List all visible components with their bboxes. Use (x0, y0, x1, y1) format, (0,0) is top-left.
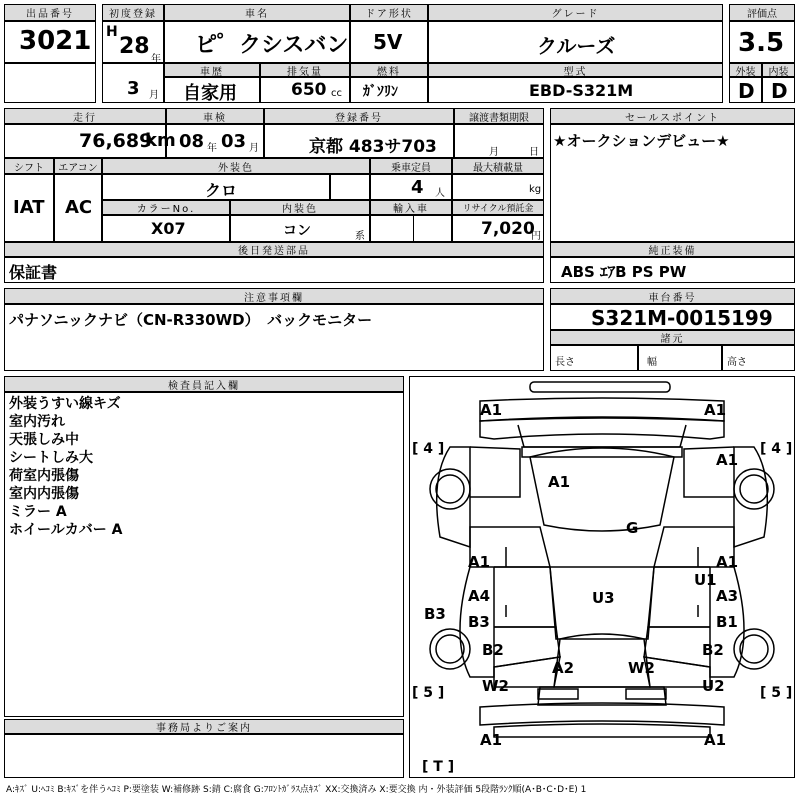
damage-mark: A1 (480, 731, 503, 749)
damage-mark: B3 (468, 613, 490, 631)
equip-label: 純正装備 (550, 242, 795, 257)
damage-mark: U1 (694, 571, 717, 589)
color-label: 外装色 (102, 158, 370, 174)
legend-text: A:ｷｽﾞ U:ﾍｺﾐ B:ｷｽﾞを伴うﾍｺﾐ P:要塗装 W:補修跡 S:錆 C:腐食 G:ﾌﾛﾝﾄｶﾞﾗｽ点ｷｽﾞ XX:交換済み X:要交換 内・外装評価 5段階ﾗﾝｸ順(A･B･C･D･E) 1 (6, 785, 587, 795)
notes-box (4, 304, 544, 371)
color-no: X07 (151, 219, 186, 238)
grade-label: グレード (428, 4, 723, 21)
disp-unit: cc (331, 88, 342, 99)
insp-month-unit: 月 (249, 143, 259, 154)
insp-month: 03 (221, 131, 247, 152)
damage-mark: A1 (704, 401, 727, 419)
import-label: 輸入車 (370, 200, 452, 215)
transfer-month: 月 (489, 147, 499, 158)
mileage-label: 走行 (4, 108, 166, 124)
seats-box (370, 174, 452, 200)
ext-box (729, 77, 762, 103)
damage-mark: W2 (628, 659, 655, 677)
color-no-label: カラーNo. (102, 200, 230, 215)
height-label: 高さ (727, 357, 747, 368)
lot-number: 3021 (19, 26, 92, 56)
inspector-line: 室内汚れ (9, 414, 65, 430)
inspector-line: 天張しみ中 (9, 432, 79, 448)
shift-label: シフト (4, 158, 54, 174)
tire-labels (412, 441, 792, 775)
reg-month-box (102, 63, 164, 103)
damage-marks (424, 401, 738, 749)
score-label: 評価点 (729, 4, 795, 21)
year-unit: 年 (151, 54, 161, 65)
load-box (452, 174, 544, 200)
recycle: 7,020 (481, 219, 535, 239)
height-box (722, 345, 795, 371)
inspection-label: 車検 (166, 108, 264, 124)
notes-label: 注意事項欄 (4, 288, 544, 304)
inspector-line: 室内内張傷 (9, 486, 79, 502)
color-no-box (102, 215, 230, 242)
color: クロ (205, 181, 238, 200)
damage-mark: A4 (468, 587, 491, 605)
name-box (164, 21, 350, 63)
tire-label-rl: [ 5 ] (412, 685, 445, 701)
mileage: 76,689 (79, 130, 153, 152)
sales-label: セールスポイント (550, 108, 795, 124)
score: 3.5 (738, 28, 785, 58)
insp-year-unit: 年 (207, 143, 217, 154)
load-unit: kg (529, 184, 542, 195)
chassis-label: 車台番号 (550, 288, 795, 304)
plate-label: 登録番号 (264, 108, 454, 124)
parts-text: 保証書 (9, 263, 58, 282)
reg-year: 28 (119, 34, 150, 59)
doors: 5V (373, 30, 403, 54)
damage-mark: A1 (716, 451, 739, 469)
inspector-box (4, 392, 404, 717)
int-color-unit: 系 (355, 231, 365, 242)
equip-text: ABS ｴｱB PS PW (561, 263, 687, 281)
era: H (106, 24, 118, 40)
notes-text: パナソニックナビ（CN-R330WD） バックモニター (9, 311, 373, 329)
car-name: ピ゜クシスバン (195, 33, 349, 58)
damage-mark: B2 (482, 641, 504, 659)
width-box (638, 345, 722, 371)
damage-mark: U3 (592, 589, 615, 607)
recycle-box (452, 215, 544, 242)
damage-mark: A3 (716, 587, 739, 605)
sales-box (550, 124, 795, 242)
history-box (164, 77, 260, 103)
damage-mark: A1 (468, 553, 491, 571)
lot-box (4, 21, 96, 63)
damage-mark: U2 (702, 677, 725, 695)
model-label: 型式 (428, 63, 723, 77)
recycle-unit: 円 (531, 231, 541, 242)
disp-label: 排気量 (260, 63, 350, 77)
ac-label: エアコン (54, 158, 102, 174)
seats-label: 乗車定員 (370, 158, 452, 174)
ext-label: 外装 (729, 63, 762, 77)
damage-mark: A1 (704, 731, 727, 749)
displacement: 650 (291, 80, 327, 100)
dims-label: 諸元 (550, 330, 795, 345)
transfer-box (454, 124, 544, 158)
ac: AC (65, 197, 93, 218)
damage-mark: A2 (552, 659, 575, 677)
doors-box (350, 21, 428, 63)
reg-year-box (102, 21, 164, 63)
parts-box (4, 257, 544, 283)
transfer-day: 日 (529, 147, 539, 158)
inspector-line: ホイールカバー A (9, 522, 123, 538)
shift: IAT (13, 197, 45, 218)
inspector-line: ミラー A (9, 504, 67, 520)
ac-box (54, 174, 102, 242)
int-color-box (230, 215, 370, 242)
int-grade: D (771, 79, 788, 103)
office-label: 事務局よりご案内 (4, 719, 404, 734)
inspector-line: 外装うすい線キズ (9, 396, 121, 412)
damage-mark: A1 (716, 553, 739, 571)
fuel-label: 燃料 (350, 63, 428, 77)
insp-year: 08 (179, 131, 205, 152)
ext-grade: D (738, 79, 755, 103)
length-box (550, 345, 638, 371)
lot-empty (4, 63, 96, 103)
chassis-box (550, 304, 795, 330)
damage-mark: B3 (424, 605, 446, 623)
int-color: コン (283, 223, 311, 239)
disp-box (260, 77, 350, 103)
model-box (428, 77, 723, 103)
reg-month: 3 (127, 78, 140, 99)
inspector-lines (9, 395, 122, 539)
mileage-box (4, 124, 176, 158)
damage-mark: A1 (480, 401, 503, 419)
width-label: 幅 (647, 357, 657, 368)
equip-box (550, 257, 795, 283)
transfer-label: 譲渡書類期限 (454, 108, 544, 124)
damage-mark: B1 (716, 613, 738, 631)
tire-label-fl: [ 4 ] (412, 441, 445, 457)
int-box (762, 77, 795, 103)
chassis-number: S321M-0015199 (591, 306, 773, 330)
int-color-label: 内装色 (230, 200, 370, 215)
parts-label: 後日発送部品 (4, 242, 544, 257)
fuel-box (350, 77, 428, 103)
score-box (729, 21, 795, 63)
shift-box (4, 174, 54, 242)
reg-label: 初度登録 (102, 4, 164, 21)
name-label: 車名 (164, 4, 350, 21)
seats-unit: 人 (435, 188, 445, 199)
load-label: 最大積載量 (452, 158, 544, 174)
office-box (4, 734, 404, 778)
doors-label: ドア形状 (350, 4, 428, 21)
history-label: 車歴 (164, 63, 260, 77)
int-label: 内装 (762, 63, 795, 77)
inspector-label: 検査員記入欄 (4, 376, 404, 392)
history: 自家用 (183, 83, 237, 104)
inspector-line: シートしみ大 (9, 450, 93, 466)
damage-mark: W2 (482, 677, 509, 695)
color-box2 (330, 174, 370, 200)
seats: 4 (411, 177, 424, 198)
fuel: ｶﾞｿﾘﾝ (363, 84, 398, 100)
mileage-unit: km (145, 130, 176, 151)
import-box (370, 215, 452, 242)
damage-mark: A1 (548, 473, 571, 491)
damage-mark: B2 (702, 641, 724, 659)
model: EBD-S321M (529, 81, 634, 100)
lot-label: 出品番号 (4, 4, 96, 21)
length-label: 長さ (555, 357, 575, 368)
grade-box (428, 21, 723, 63)
grade: クルーズ (537, 34, 616, 58)
plate: 京都 483サ703 (309, 137, 437, 157)
inspector-line: 荷室内張傷 (9, 468, 79, 484)
color-box (102, 174, 330, 200)
month-unit: 月 (149, 90, 159, 101)
damage-mark: G (626, 519, 639, 537)
plate-box (264, 124, 454, 158)
sales-text: ★オークションデビュー★ (553, 132, 730, 150)
tire-label-fr: [ 4 ] (760, 441, 793, 457)
car-diagram-box (409, 376, 795, 778)
car-diagram (410, 377, 794, 777)
recycle-label: リサイクル預託金 (452, 200, 544, 215)
tire-label-spare: [ T ] (422, 759, 455, 775)
tire-label-rr: [ 5 ] (760, 685, 793, 701)
inspection-box (166, 124, 264, 158)
